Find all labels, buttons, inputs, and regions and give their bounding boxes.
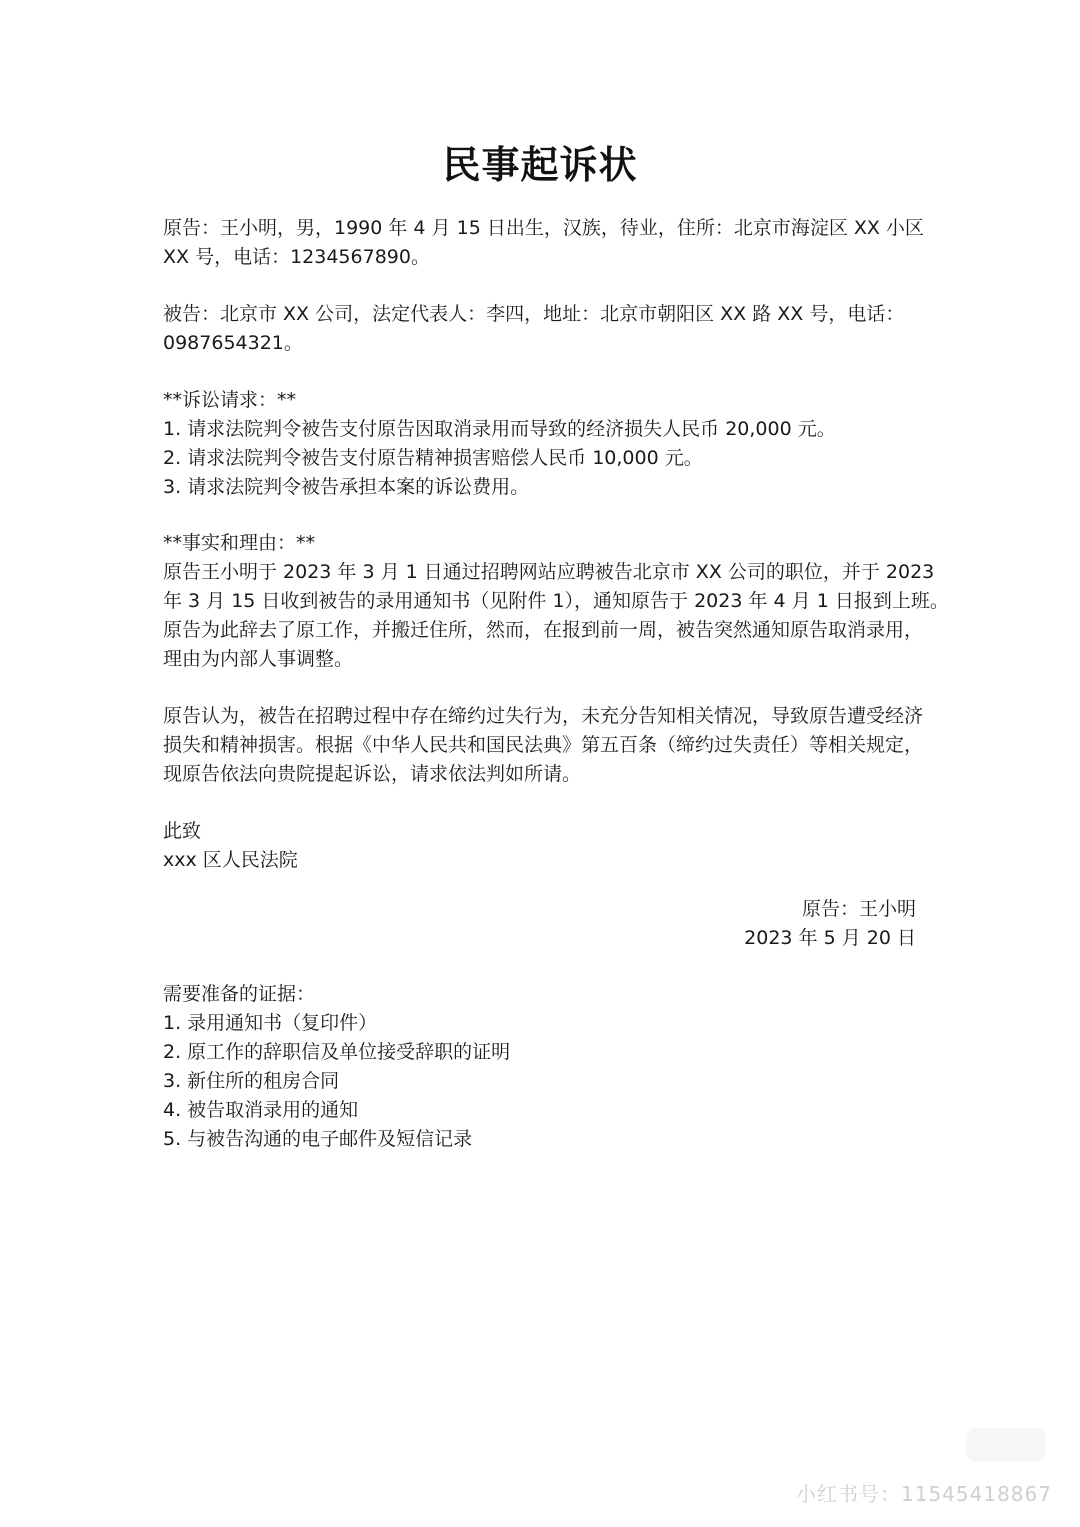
document-body	[163, 214, 949, 875]
claim-item: 2. 请求法院判令被告支付原告精神损害赔偿人民币 10,000 元。	[163, 447, 703, 469]
defendant-line: 0987654321。	[163, 332, 303, 354]
defendant-line: 被告：北京市 XX 公司，法定代表人：李四，地址：北京市朝阳区 XX 路 XX 号，电话：	[163, 303, 905, 325]
evidence-section	[163, 980, 510, 1154]
reasons-line: 现原告依法向贵院提起诉讼，请求依法判如所请。	[163, 763, 582, 785]
reasons-paragraph	[163, 702, 923, 789]
claim-item: 3. 请求法院判令被告承担本案的诉讼费用。	[163, 476, 530, 498]
facts-line: 原告为此辞去了原工作，并搬迁住所，然而，在报到前一周，被告突然通知原告取消录用，	[163, 619, 924, 641]
claims-section	[163, 386, 923, 502]
reasons-line: 原告认为，被告在招聘过程中存在缔约过失行为，未充分告知相关情况，导致原告遭受经济	[163, 705, 924, 727]
court-name: xxx 区人民法院	[163, 849, 298, 871]
watermark-text: 小红书号：11545418867	[796, 1482, 1052, 1506]
evidence-item: 3. 新住所的租房合同	[163, 1070, 340, 1092]
facts-line: 年 3 月 15 日收到被告的录用通知书（见附件 1），通知原告于 2023 年 4 月 1 日报到上班。	[163, 590, 949, 612]
document-title: 民事起诉状	[442, 143, 638, 187]
plaintiff-info	[163, 214, 923, 272]
salutation: 此致	[163, 820, 202, 842]
closing-section	[163, 817, 923, 875]
evidence-item: 5. 与被告沟通的电子邮件及短信记录	[163, 1128, 473, 1150]
facts-section	[163, 529, 949, 674]
defendant-info	[163, 300, 923, 358]
facts-line: 原告王小明于 2023 年 3 月 1 日通过招聘网站应聘被告北京市 XX 公司的职位，并于 2023	[163, 561, 935, 583]
claim-item: 1. 请求法院判令被告支付原告因取消录用而导致的经济损失人民币 20,000 元。	[163, 418, 836, 440]
signature-block	[744, 895, 916, 953]
evidence-item: 2. 原工作的辞职信及单位接受辞职的证明	[163, 1041, 511, 1063]
signature-plaintiff: 原告：王小明	[801, 898, 916, 920]
evidence-heading: 需要准备的证据：	[163, 983, 316, 1005]
facts-line: 理由为内部人事调整。	[163, 648, 354, 670]
facts-heading: **事实和理由：**	[163, 532, 316, 554]
plaintiff-line: 原告：王小明，男，1990 年 4 月 15 日出生，汉族，待业，住所：北京市海淀区 XX 小区	[163, 217, 924, 239]
plaintiff-line: XX 号，电话：1234567890。	[163, 246, 430, 268]
watermark-logo	[966, 1428, 1046, 1462]
evidence-item: 4. 被告取消录用的通知	[163, 1099, 359, 1121]
reasons-line: 损失和精神损害。根据《中华人民共和国民法典》第五百条（缔约过失责任）等相关规定，	[163, 734, 924, 756]
signature-date: 2023 年 5 月 20 日	[744, 927, 916, 949]
claims-heading: **诉讼请求：**	[163, 389, 297, 411]
evidence-item: 1. 录用通知书（复印件）	[163, 1012, 378, 1034]
